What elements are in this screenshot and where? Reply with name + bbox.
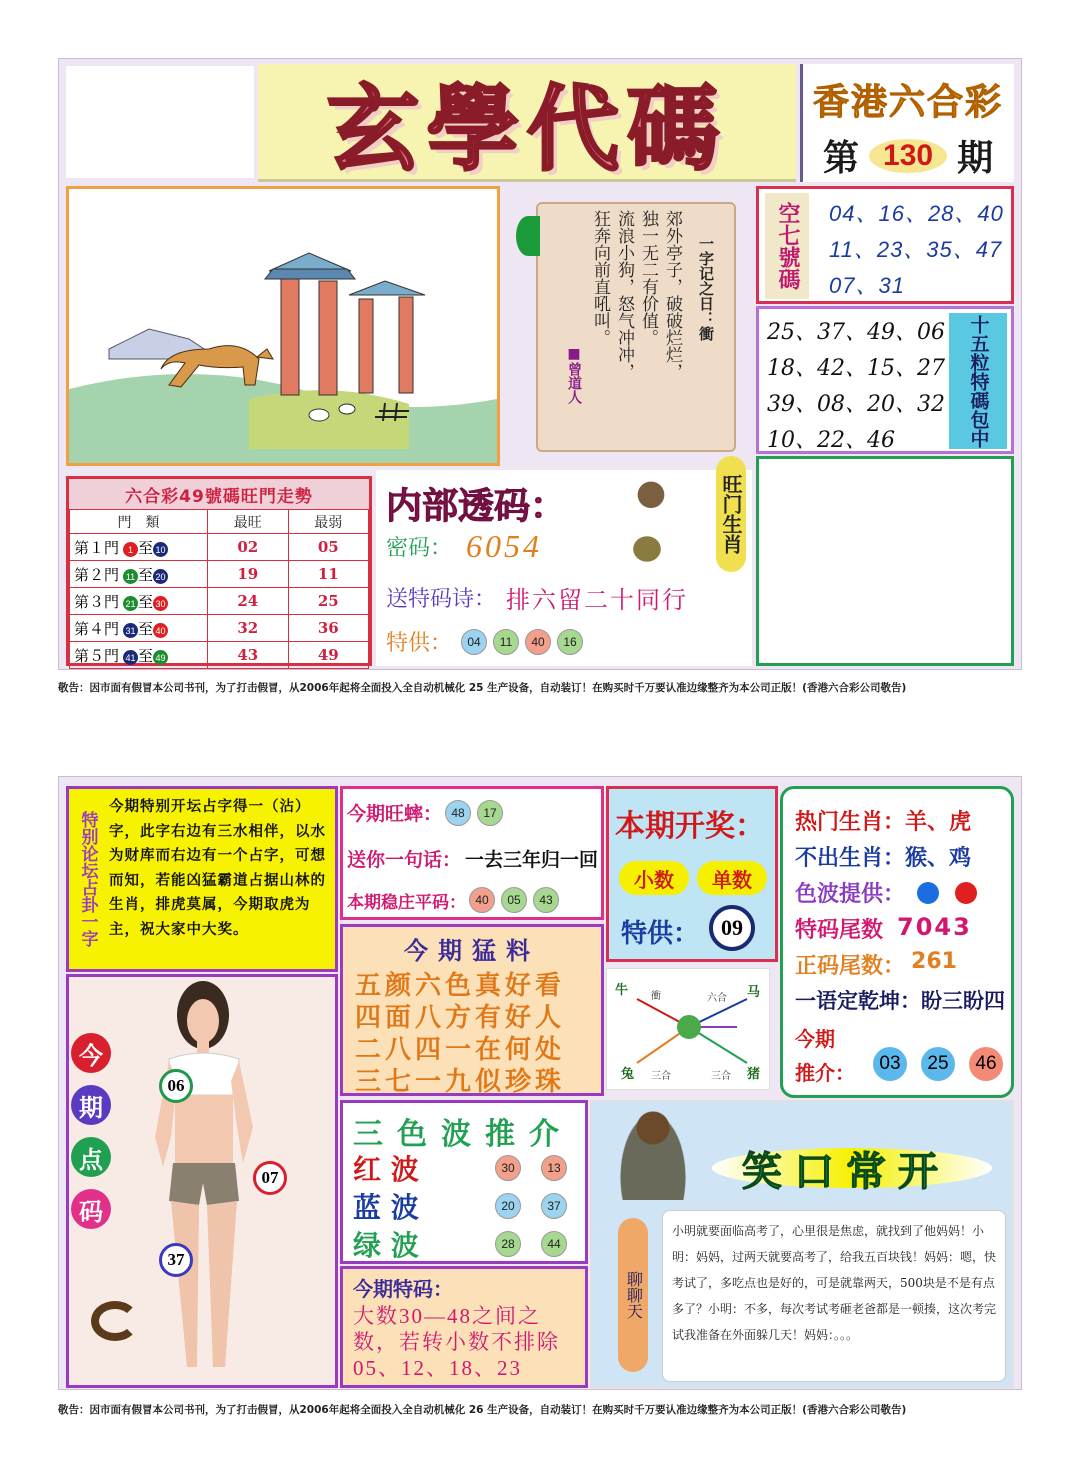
recommend-ball-3: 46	[969, 1047, 1003, 1081]
door-worst: 11	[288, 561, 369, 588]
door-to: 49	[153, 650, 168, 665]
door-from: 11	[123, 569, 138, 584]
door-best: 24	[208, 588, 289, 615]
absent-value: 猴、鸡	[905, 846, 972, 871]
door-best: 19	[208, 561, 289, 588]
points-ball-1: 06	[159, 1069, 193, 1103]
fierce-line-1: 五颜六色真好看	[355, 971, 566, 1001]
wave-row-label: 蓝 波	[353, 1191, 419, 1224]
flat-ball: 43	[533, 887, 559, 913]
header-worst: 最弱	[288, 510, 369, 534]
scroll-heading: 一字记之日：衝	[697, 236, 715, 341]
flat-label: 本期稳庄平码：	[347, 892, 466, 913]
brand-name: 香港六合彩	[813, 82, 1004, 123]
draw-special-label: 特供：	[621, 919, 700, 949]
door-from: 1	[123, 542, 138, 557]
scroll-line-4: 狂奔向前直吼叫。	[590, 210, 610, 346]
fifteen-line-4: 10、22、46	[767, 428, 895, 453]
zodiac-label: 旺门生肖	[716, 456, 746, 572]
door-to: 40	[153, 623, 168, 638]
door-cell	[70, 615, 208, 642]
points-box	[66, 974, 338, 1388]
wave-ball: 44	[541, 1231, 567, 1257]
password-row	[386, 528, 542, 565]
door-to-char: 至	[138, 646, 154, 665]
scroll-line-3: 流浪小狗，怒气冲冲，	[614, 210, 634, 380]
door-cell	[70, 534, 208, 561]
dragon-icon	[622, 526, 672, 572]
hot-zodiac-label: 热门生肖：	[795, 810, 906, 835]
wave-ball: 28	[495, 1231, 521, 1257]
page-title: 玄學代碼	[326, 74, 727, 183]
flat-ball: 40	[469, 887, 495, 913]
scroll-author: ■曾道人	[566, 346, 582, 404]
wave-dot-red	[955, 882, 977, 904]
seven-line-3: 07、31	[829, 273, 905, 298]
poem-label: 送特码诗：	[386, 587, 497, 612]
scroll-line-2: 独一无二有价值。	[638, 210, 658, 346]
door-name: 第２門	[74, 565, 120, 584]
hot-zodiac-row	[795, 805, 971, 836]
compass-rabbit: 兔	[621, 1067, 635, 1082]
logo-blank	[66, 66, 254, 178]
laugh-box	[590, 1100, 1014, 1388]
fifteen-line-2: 18、42、15、27	[767, 356, 945, 381]
illustration-box	[66, 186, 500, 466]
absent-label: 不出生肖：	[795, 846, 906, 871]
fierce-line-3: 二八四一在何处	[355, 1035, 566, 1065]
wave-dot-blue	[917, 882, 939, 904]
three-wave-title: 三色波推介	[353, 1117, 573, 1152]
door-table	[69, 509, 369, 669]
three-wave-rows	[353, 1149, 583, 1263]
main-tail-label: 正码尾数：	[795, 954, 906, 979]
absent-row	[795, 841, 971, 872]
recommend-ball-1: 03	[873, 1047, 907, 1081]
compass-clash: 衝	[651, 991, 661, 1002]
door-from: 41	[123, 650, 138, 665]
forum-side-label: 特别论坛占卦一字	[77, 811, 98, 947]
special-code-box	[340, 1266, 588, 1388]
door-name: 第４門	[74, 619, 120, 638]
door-to-char: 至	[138, 538, 154, 557]
info-box	[340, 786, 604, 920]
seven-label: 空七號碼	[765, 193, 809, 299]
points-side-1: 今	[71, 1033, 111, 1073]
wang-label: 今期旺蟀：	[347, 803, 443, 825]
hot-box	[780, 786, 1014, 1098]
snake-icon	[91, 1301, 139, 1341]
special-code-text: 大数30—48之间之数，若转小数不排除05、12、18、23	[353, 1304, 560, 1380]
money-bag-icon	[618, 1110, 688, 1200]
door-worst: 36	[288, 615, 369, 642]
three-wave-box	[340, 1100, 588, 1264]
issue-prefix: 第	[823, 138, 860, 179]
special-ball: 16	[557, 629, 583, 655]
door-row	[70, 561, 369, 588]
fierce-line-4: 三七一九似珍珠	[355, 1067, 566, 1097]
draw-tag-2: 单数	[697, 861, 767, 895]
internal-box	[376, 470, 752, 666]
brand-box	[800, 64, 1014, 182]
bottom-notice: 敬告：因市面有假冒本公司书刊，为了打击假冒，从2006年起将全面投入全自动机械化 26 生产设备，自动装订！在购买时千万要认准边缘整齐为本公司正版！(香港六合彩公司敬告)	[58, 1404, 907, 1416]
door-worst: 49	[288, 642, 369, 669]
wave-ball: 13	[541, 1155, 567, 1181]
compass-sanhe-1: 三合	[651, 1071, 671, 1082]
gate-dog-illustration	[69, 189, 497, 463]
forum-text: 今期特别开坛占字得一（沾）字，此字右边有三水相伴，以水为财库而右边有一个占字，可想而知，若能凶猛霸道占据山林的生肖，排虎莫属，今期取虎为主，祝大家中大奖。	[109, 799, 326, 938]
password-label: 密码：	[386, 536, 453, 561]
password-value: 6054	[466, 528, 543, 564]
tail-row	[795, 913, 972, 944]
special-ball: 11	[493, 629, 519, 655]
door-worst: 25	[288, 588, 369, 615]
phrase2-row	[795, 985, 1005, 1015]
recommend-label-2: 推介：	[795, 1061, 855, 1085]
fifteen-line-3: 39、08、20、32	[767, 392, 945, 417]
fifteen-line-1: 25、37、49、06	[767, 320, 945, 345]
seven-line-2: 11、23、35、47	[829, 237, 1003, 262]
compass-box	[606, 968, 770, 1090]
door-best: 02	[208, 534, 289, 561]
recommend-label-1: 今期	[795, 1027, 835, 1051]
door-table-box	[66, 476, 372, 666]
door-name: 第３門	[74, 592, 120, 611]
draw-special-ball: 09	[709, 905, 755, 951]
special-ball: 04	[461, 629, 487, 655]
points-side-4: 码	[71, 1189, 111, 1229]
laugh-side: 聊聊天	[618, 1218, 648, 1372]
wave-label: 色波提供：	[795, 882, 906, 907]
door-table-header	[70, 510, 369, 534]
wave-ball: 30	[495, 1155, 521, 1181]
points-ball-3: 37	[159, 1243, 193, 1277]
door-from: 21	[123, 596, 138, 611]
door-from: 31	[123, 623, 138, 638]
fierce-title: 今期猛料	[404, 937, 540, 965]
door-cell	[70, 588, 208, 615]
forum-box	[66, 786, 338, 972]
door-name: 第５門	[74, 646, 120, 665]
wave-row-label: 红 波	[353, 1153, 419, 1186]
fierce-box	[340, 924, 604, 1096]
fifteen-label: 十五粒特碼包中	[949, 313, 1007, 449]
issue-number: 130	[869, 139, 947, 173]
door-to-char: 至	[138, 565, 154, 584]
special-code-title: 今期特码：	[353, 1277, 453, 1301]
title-banner	[258, 64, 796, 182]
compass-pig: 猪	[747, 1067, 761, 1082]
points-ball-2: 07	[253, 1161, 287, 1195]
main-tail-value: 261	[911, 949, 957, 974]
wang-row	[347, 799, 506, 826]
internal-title: 内部透码：	[386, 486, 567, 527]
flat-row	[347, 887, 562, 913]
special-row	[386, 626, 586, 657]
door-table-title: 六合彩49號碼旺門走勢	[69, 479, 369, 509]
flat-balls	[466, 887, 562, 913]
phrase2-value: 盼三盼四	[921, 989, 1005, 1013]
wave-row	[353, 1187, 583, 1225]
door-row	[70, 615, 369, 642]
poem-value: 排六留二十同行	[506, 586, 689, 614]
special-balls	[458, 629, 586, 655]
seven-line-1: 04、16、28、40	[829, 201, 1004, 226]
scroll-curl-icon	[516, 216, 540, 256]
draw-box	[606, 786, 778, 962]
wang-ball: 17	[477, 800, 503, 826]
wolf-icon	[628, 472, 674, 510]
compass-sanhe-2: 三合	[711, 1071, 731, 1082]
draw-tag-1: 小数	[619, 861, 689, 895]
wave-row	[795, 877, 977, 908]
wang-balls	[442, 800, 506, 826]
fifteen-codes-box	[756, 306, 1014, 454]
door-best: 32	[208, 615, 289, 642]
tail-label: 特码尾数	[795, 918, 884, 943]
door-to: 20	[153, 569, 168, 584]
seven-codes-box	[756, 186, 1014, 304]
door-cell	[70, 642, 208, 669]
phrase-label: 送你一句话：	[347, 849, 462, 871]
door-row	[70, 642, 369, 669]
tail-value: 7043	[897, 913, 972, 941]
top-notice: 敬告：因市面有假冒本公司书刊，为了打击假冒，从2006年起将全面投入全自动机械化 25 生产设备，自动装订！在购买时千万要认准边缘整齐为本公司正版！(香港六合彩公司敬告)	[58, 682, 907, 694]
special-label: 特供：	[386, 631, 453, 656]
door-worst: 05	[288, 534, 369, 561]
door-to-char: 至	[138, 592, 154, 611]
door-to: 10	[153, 542, 168, 557]
header-best: 最旺	[208, 510, 289, 534]
door-name: 第１門	[74, 538, 120, 557]
door-row	[70, 588, 369, 615]
wave-row	[353, 1149, 583, 1187]
flat-ball: 05	[501, 887, 527, 913]
scroll-line-1: 郊外亭子，破破烂烂，	[662, 210, 682, 380]
phrase2-label: 一语定乾坤：	[795, 989, 921, 1013]
door-best: 43	[208, 642, 289, 669]
blank-green-box	[756, 456, 1014, 666]
compass-ox: 牛	[615, 983, 629, 998]
wave-row	[353, 1225, 583, 1263]
main-tail-row	[795, 949, 957, 980]
compass-liuhe: 六合	[707, 993, 727, 1004]
wave-row-label: 绿 波	[353, 1229, 419, 1262]
compass-horse: 马	[747, 985, 761, 1000]
points-side-3: 点	[71, 1137, 111, 1177]
door-to: 30	[153, 596, 168, 611]
phrase-text: 一去三年归一回	[465, 849, 599, 871]
points-side-2: 期	[71, 1085, 111, 1125]
laugh-text: 小明就要面临高考了，心里很是焦虑，就找到了他妈妈！小明：妈妈，过两天就要高考了，给我五百块钱！妈妈：嗯，快考试了，多吃点也是好的，可是就靠两天，500块是不是有点多了？小明：不多，每次考试考砸老爸都是一顿揍，这次考完试我准备在外面躲几天！妈妈：。。。	[672, 1224, 997, 1342]
fierce-line-2: 四面八方有好人	[355, 1003, 566, 1033]
hot-zodiac-value: 羊、虎	[905, 810, 972, 835]
door-row	[70, 534, 369, 561]
draw-title: 本期开奖：	[615, 809, 765, 844]
poem-scroll	[520, 196, 750, 458]
recommend-ball-2: 25	[921, 1047, 955, 1081]
laugh-title: 笑口常开	[742, 1149, 950, 1195]
issue-line	[823, 130, 993, 181]
issue-suffix: 期	[957, 138, 994, 179]
poem-row	[386, 580, 688, 615]
wave-ball: 37	[541, 1193, 567, 1219]
special-ball: 40	[525, 629, 551, 655]
header-door: 門 類	[70, 510, 208, 534]
wave-ball: 20	[495, 1193, 521, 1219]
wang-ball: 48	[445, 800, 471, 826]
phrase-row	[347, 845, 598, 872]
door-cell	[70, 561, 208, 588]
door-to-char: 至	[138, 619, 154, 638]
